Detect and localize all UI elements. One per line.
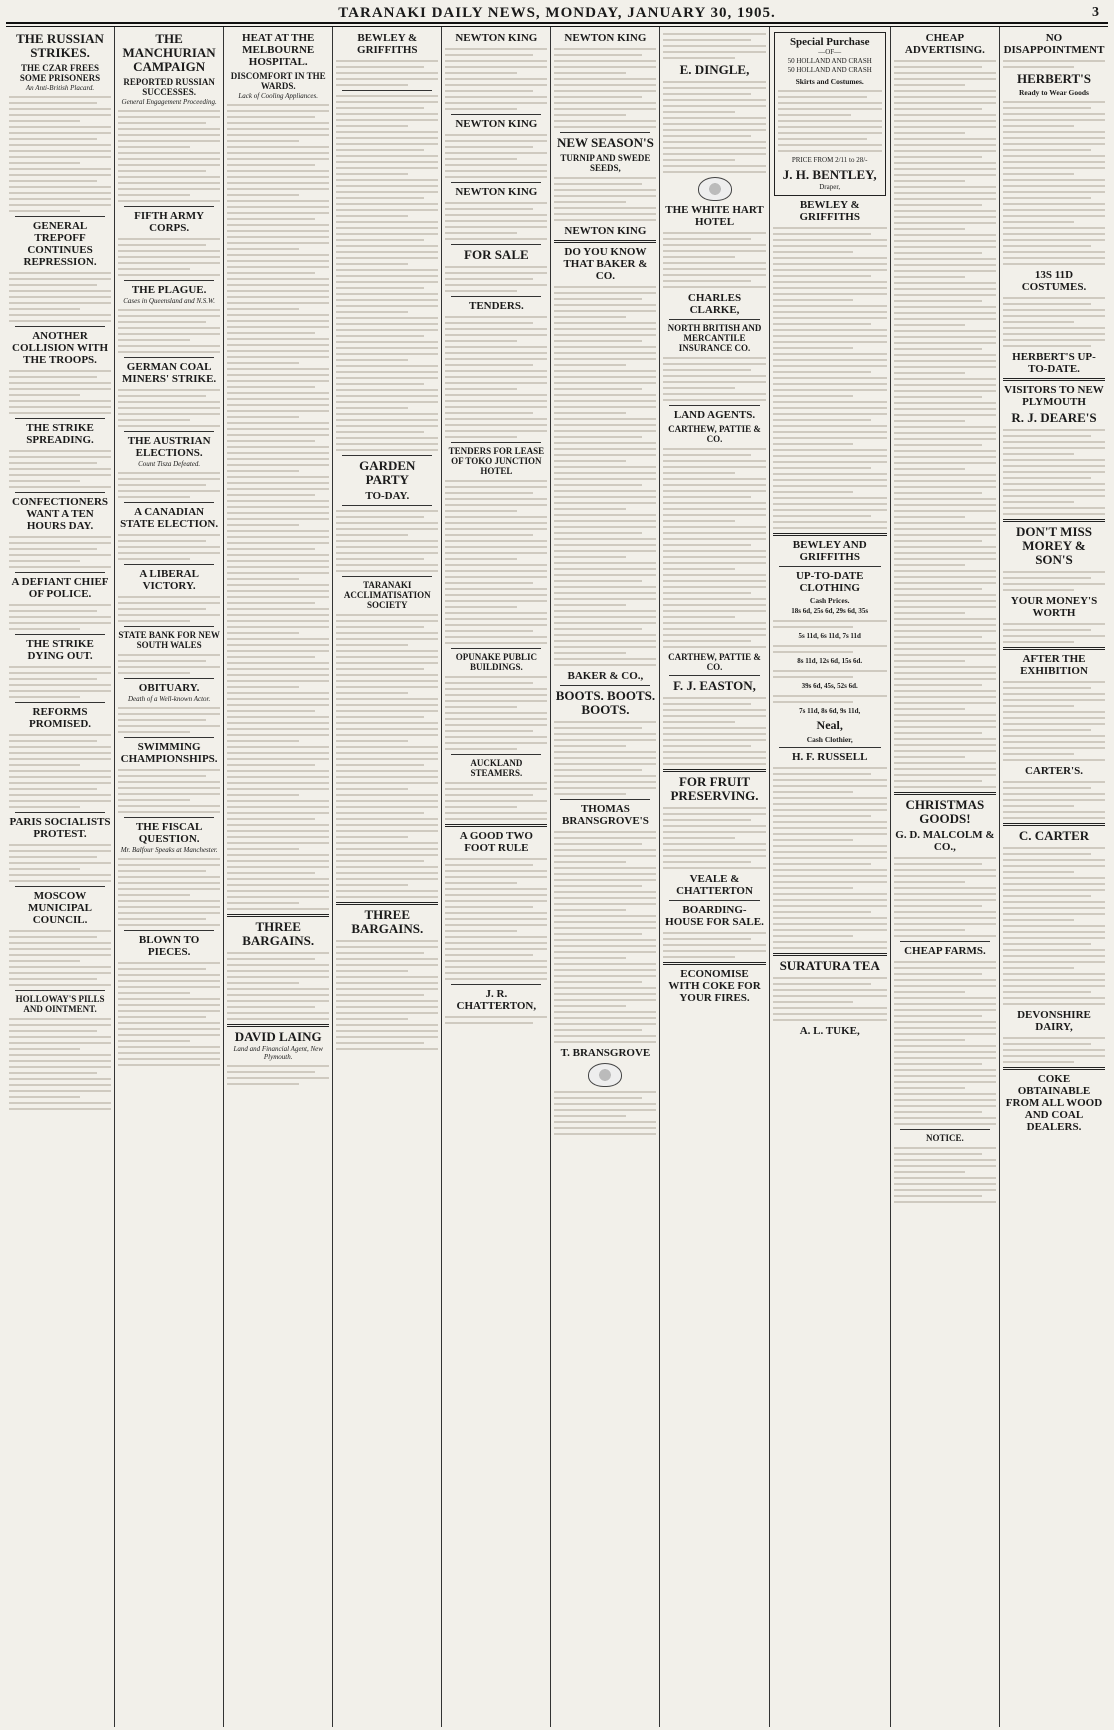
headline: CHEAP FARMS. <box>904 945 986 957</box>
advertiser-name: CHARLES CLARKE, <box>687 292 742 316</box>
column-3 <box>224 27 333 1727</box>
article-text <box>227 104 329 910</box>
headline: VISITORS TO NEW PLYMOUTH <box>1004 384 1104 408</box>
headline: THE AUSTRIAN ELECTIONS. <box>127 435 211 459</box>
advert-text <box>663 33 765 59</box>
advert-text <box>1003 429 1105 515</box>
advertiser-name: HERBERT'S <box>1017 71 1091 86</box>
subheadline: Cash Clothier, <box>806 735 853 744</box>
headline: NO DISAPPOINTMENT <box>1003 32 1105 56</box>
subheadline: TURNIP AND SWEDE SEEDS, <box>560 153 651 173</box>
advert-text <box>773 670 887 678</box>
advert-text <box>663 697 765 765</box>
headline: COKE OBTAINABLE FROM ALL WOOD AND COAL DEALERS. <box>1005 1073 1103 1133</box>
headline: GENERAL TREPOFF CONTINUES REPRESSION. <box>23 220 97 268</box>
advert-text <box>554 48 656 128</box>
column-10 <box>1000 27 1108 1727</box>
advertiser-name: C. CARTER <box>1018 828 1090 843</box>
notice-text <box>336 614 438 898</box>
column-7 <box>660 27 769 1727</box>
headline: A DEFIANT CHIEF OF POLICE. <box>11 576 109 600</box>
subheadline: Mr. Balfour Speaks at Manchester. <box>120 846 218 854</box>
advertiser-name: J. H. BENTLEY, <box>782 167 877 182</box>
headline: PARIS SOCIALISTS PROTEST. <box>9 816 111 840</box>
headline: BOARDING-HOUSE FOR SALE. <box>665 904 764 928</box>
advertiser-name: Neal, <box>816 718 843 732</box>
advert-text <box>1003 623 1105 643</box>
column-4 <box>333 27 442 1727</box>
notice-text <box>445 782 547 820</box>
advert-text <box>1003 101 1105 265</box>
headline: TENDERS FOR LEASE OF TOKO JUNCTION HOTEL <box>448 446 545 476</box>
advertiser-name: R. J. DEARE'S <box>1011 410 1097 425</box>
classified-text <box>894 60 996 788</box>
article-text <box>118 858 220 926</box>
advert-text <box>663 448 765 648</box>
advertiser-name: NEWTON KING <box>564 225 647 237</box>
headline: NORTH BRITISH AND MERCANTILE INSURANCE CO. <box>667 323 762 353</box>
article-text <box>9 734 111 808</box>
article-text <box>9 272 111 322</box>
column-1 <box>6 27 115 1727</box>
subheadline: Lack of Cooling Appliances. <box>238 92 318 100</box>
advert-text <box>1003 781 1105 819</box>
advert-title: Special Purchase <box>789 36 870 48</box>
article-text <box>9 370 111 414</box>
headline: SWIMMING CHAMPIONSHIPS. <box>120 741 218 765</box>
advert-text <box>445 266 547 292</box>
headline: THE STRIKE DYING OUT. <box>26 638 94 662</box>
advert-text <box>773 695 887 703</box>
article-text <box>227 1065 329 1085</box>
notice-text <box>336 510 438 572</box>
advertiser-name: BAKER & CO., <box>567 670 644 682</box>
headline: BEWLEY & GRIFFITHS <box>357 32 418 56</box>
advert-text <box>663 932 765 958</box>
price-line: 5s 11d, 6s 11d, 7s 11d <box>798 632 861 640</box>
headline: CHEAP ADVERTISING. <box>904 32 985 56</box>
headline: A CANADIAN STATE ELECTION. <box>120 506 219 530</box>
headline: NOTICE. <box>926 1133 964 1143</box>
advert-text <box>554 721 656 795</box>
headline: HEAT AT THE MELBOURNE HOSPITAL. <box>242 32 315 68</box>
article-text <box>118 389 220 427</box>
advertiser-name: THOMAS BRANSGROVE'S <box>562 803 649 827</box>
article-text <box>118 769 220 813</box>
article-text <box>9 96 111 212</box>
headline: THE FISCAL QUESTION. <box>135 821 203 845</box>
headline: FIFTH ARMY CORPS. <box>134 210 205 234</box>
headline: CHRISTMAS GOODS! <box>905 797 985 826</box>
article-text <box>118 309 220 353</box>
article-text <box>9 666 111 698</box>
headline: GARDEN PARTY <box>359 458 416 487</box>
subheadline: TO-DAY. <box>365 490 410 502</box>
subheadline: Cases in Queensland and N.S.W. <box>123 297 215 305</box>
advert-text <box>663 232 765 288</box>
advertiser-name: NEWTON KING <box>455 118 538 130</box>
headline: DO YOU KNOW THAT BAKER & CO. <box>563 246 648 282</box>
subheadline: General Engagement Proceeding. <box>121 98 217 106</box>
advert-text <box>445 858 547 980</box>
royal-arms-icon <box>588 1063 622 1087</box>
article-text <box>9 930 111 986</box>
article-text <box>9 1018 111 1110</box>
headline: ANOTHER COLLISION WITH THE TROOPS. <box>12 330 109 366</box>
price-line: 39s 6d, 45s, 52s 6d. <box>801 682 858 690</box>
advert-line: Draper, <box>819 183 841 191</box>
article-text <box>118 238 220 276</box>
subheadline: Death of a Well-known Actor. <box>127 695 211 703</box>
advert-text <box>554 177 656 221</box>
subheadline: Count Tisza Defeated. <box>138 460 201 468</box>
advert-text <box>445 202 547 240</box>
headline: STATE BANK FOR NEW SOUTH WALES <box>118 630 220 650</box>
advertiser-name: NEWTON KING <box>564 32 647 44</box>
special-purchase-advert <box>774 32 886 196</box>
advert-text <box>445 1016 547 1024</box>
subheadline: An Anti-British Placard. <box>25 84 95 92</box>
headline: THE RUSSIAN STRIKES. <box>16 31 104 60</box>
advert-line: —OF— <box>818 48 842 56</box>
advert-text <box>894 961 996 1125</box>
headline: THE PLAGUE. <box>131 284 207 296</box>
advertiser-name: NEWTON KING <box>455 32 538 44</box>
article-text <box>227 952 329 1020</box>
price-line: 8s 11d, 12s 6d, 15s 6d. <box>797 657 863 665</box>
advert-text <box>554 286 656 666</box>
headline: FOR SALE <box>464 247 529 262</box>
notice-text <box>445 676 547 750</box>
article-text <box>118 472 220 498</box>
headline: BLOWN TO PIECES. <box>138 934 200 958</box>
article-text <box>118 962 220 1066</box>
columns <box>6 26 1108 1727</box>
advertiser-name: H. F. RUSSELL <box>792 751 868 763</box>
advertiser-name: T. BRANSGROVE <box>560 1047 651 1059</box>
headline: YOUR MONEY'S WORTH <box>1010 595 1098 619</box>
advert-text <box>554 1091 656 1135</box>
headline: REFORMS PROMISED. <box>29 706 92 730</box>
headline: FOR FRUIT PRESERVING. <box>670 774 759 803</box>
advert-text <box>778 90 882 152</box>
column-5 <box>442 27 551 1727</box>
notice-text <box>894 1147 996 1203</box>
article-text <box>118 534 220 560</box>
advert-text <box>773 977 887 1021</box>
headline: THE WHITE HART HOTEL <box>665 204 764 228</box>
article-text <box>118 707 220 733</box>
subheadline: Cash Prices. <box>809 596 850 605</box>
notice-text <box>336 95 438 451</box>
headline: TENDERS. <box>468 300 524 312</box>
advert-text <box>445 134 547 178</box>
headline: THE STRIKE SPREADING. <box>26 422 94 446</box>
headline: 13S 11D COSTUMES. <box>1021 269 1087 293</box>
advert-text <box>663 357 765 401</box>
advertiser-name: CARTER'S. <box>1024 765 1083 777</box>
masthead <box>6 4 1108 24</box>
page-number: 3 <box>1092 5 1100 20</box>
headline: SURATURA TEA <box>779 958 880 973</box>
notice-text <box>445 480 547 644</box>
headline: HOLLOWAY'S PILLS AND OINTMENT. <box>15 994 105 1014</box>
advertiser-name: F. J. EASTON, <box>673 678 756 693</box>
advertiser-name: E. DINGLE, <box>679 62 750 77</box>
advertiser-name: BEWLEY AND GRIFFITHS <box>792 539 867 563</box>
masthead-title: TARANAKI DAILY NEWS, MONDAY, JANUARY 30, 1905. <box>338 4 776 21</box>
article-text <box>118 110 220 202</box>
article-text <box>9 604 111 630</box>
article-text <box>9 844 111 882</box>
headline: NEW SEASON'S <box>556 135 654 150</box>
advert-line: 50 HOLLAND AND CRASH <box>787 66 872 74</box>
headline: MOSCOW MUNICIPAL COUNCIL. <box>28 890 93 926</box>
headline: ECONOMISE WITH COKE FOR YOUR FIRES. <box>668 968 761 1004</box>
subheadline: Land and Financial Agent, New Plymouth. <box>233 1045 323 1061</box>
advertiser-name: DEVONSHIRE DAIRY, <box>1017 1009 1091 1033</box>
article-text <box>118 654 220 674</box>
headline: THREE BARGAINS. <box>351 907 424 936</box>
article-text <box>9 450 111 488</box>
headline: THE MANCHURIAN CAMPAIGN <box>122 31 216 74</box>
advert-text <box>554 831 656 1043</box>
headline: TARANAKI ACCLIMATISATION SOCIETY <box>343 580 431 610</box>
advertiser-name: CARTHEW, PATTIE & CO. <box>668 652 761 672</box>
advertiser-name: VEALE & CHATTERTON <box>676 873 753 897</box>
advertiser-name: A. L. TUKE, <box>799 1025 860 1037</box>
advert-price: PRICE FROM 2/11 to 28/- <box>791 156 868 164</box>
royal-arms-icon <box>698 177 732 201</box>
advert-text <box>336 60 438 86</box>
advert-text <box>1003 297 1105 347</box>
subheadline: THE CZAR FREES SOME PRISONERS <box>19 63 101 83</box>
advertiser-name: G. D. MALCOLM & CO., <box>895 829 995 853</box>
advert-line: Skirts and Costumes. <box>795 77 864 86</box>
advert-text <box>894 857 996 937</box>
headline: UP-TO-DATE CLOTHING <box>795 570 864 594</box>
column-9 <box>891 27 1000 1727</box>
column-2 <box>115 27 224 1727</box>
headline: GERMAN COAL MINERS' STRIKE. <box>122 361 217 385</box>
subheadline: DISCOMFORT IN THE WARDS. <box>230 71 326 91</box>
advertiser-name: HERBERT'S UP-TO-DATE. <box>1012 351 1096 375</box>
article-text <box>118 596 220 622</box>
subheadline: REPORTED RUSSIAN SUCCESSES. <box>123 77 215 97</box>
advertiser-name: BEWLEY & GRIFFITHS <box>799 199 860 223</box>
advertiser-name: CARTHEW, PATTIE & CO. <box>668 424 761 444</box>
advert-text <box>1003 1037 1105 1063</box>
headline: DAVID LAING <box>234 1029 322 1044</box>
headline: A LIBERAL VICTORY. <box>139 568 199 592</box>
headline: LAND AGENTS. <box>673 409 756 421</box>
advert-text <box>1003 60 1105 68</box>
headline: OPUNAKE PUBLIC BUILDINGS. <box>455 652 537 672</box>
advertiser-name: NEWTON KING <box>455 186 538 198</box>
advert-text <box>773 227 887 529</box>
headline: AFTER THE EXHIBITION <box>1020 653 1088 677</box>
advert-text <box>1003 681 1105 761</box>
headline: OBITUARY. <box>138 682 200 694</box>
advert-text <box>663 81 765 173</box>
price-line: 7s 11d, 8s 6d, 9s 11d, <box>799 707 861 715</box>
headline: AUCKLAND STEAMERS. <box>470 758 523 778</box>
article-text <box>9 536 111 568</box>
advert-text <box>663 807 765 869</box>
advert-text <box>336 940 438 1050</box>
headline: THREE BARGAINS. <box>242 919 315 948</box>
headline: A GOOD TWO FOOT RULE <box>459 830 533 854</box>
advertiser-name: DON'T MISS MOREY & SON'S <box>1016 524 1092 567</box>
advert-text <box>1003 571 1105 591</box>
advert-text <box>773 645 887 653</box>
subheadline: Ready to Wear Goods <box>1019 88 1089 97</box>
advert-text <box>1003 847 1105 1005</box>
advert-text <box>445 48 547 110</box>
advert-line: 50 HOLLAND AND CRASH <box>787 57 872 65</box>
headline: CONFECTIONERS WANT A TEN HOURS DAY. <box>12 496 109 532</box>
advert-text <box>773 767 887 949</box>
price-line: 18s 6d, 25s 6d, 29s 6d, 35s <box>791 607 869 615</box>
advert-text <box>773 620 887 628</box>
advertiser-name: J. R. CHATTERTON, <box>456 988 537 1012</box>
column-8 <box>770 27 891 1727</box>
column-6 <box>551 27 660 1727</box>
notice-text <box>445 316 547 438</box>
headline: BOOTS. BOOTS. BOOTS. <box>555 688 656 717</box>
